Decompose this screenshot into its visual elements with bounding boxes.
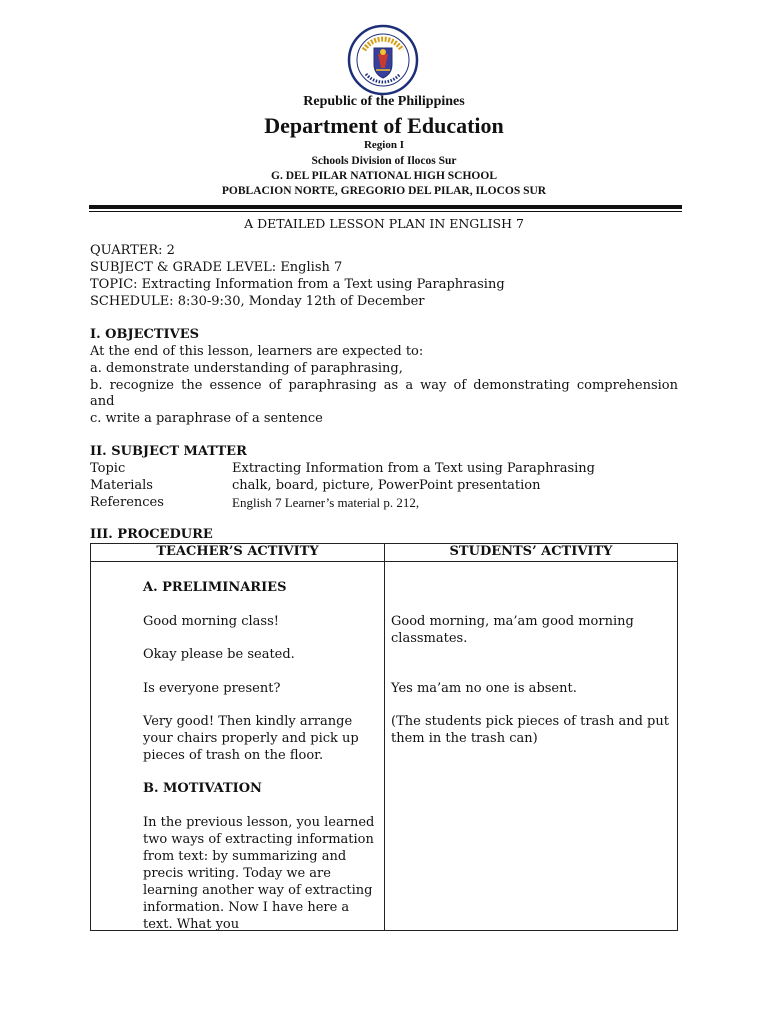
teacher-attendance: Is everyone present? — [143, 681, 281, 696]
deped-seal-icon — [347, 24, 419, 96]
sm-materials-value: chalk, board, picture, PowerPoint presentation — [232, 478, 541, 493]
objective-a: a. demonstrate understanding of paraphrasing, — [90, 361, 403, 376]
subject-matter-heading: II. SUBJECT MATTER — [90, 444, 247, 459]
motivation-heading: B. MOTIVATION — [143, 781, 262, 796]
header-address: POBLACION NORTE, GREGORIO DEL PILAR, ILOCOS SUR — [221, 185, 547, 197]
header-region: Region I — [363, 139, 405, 151]
students-activity-cell — [385, 562, 678, 931]
objectives-intro: At the end of this lesson, learners are expected to: — [90, 344, 424, 359]
sm-topic-label: Topic — [90, 461, 126, 476]
students-column-header: STUDENTS’ ACTIVITY — [385, 544, 678, 562]
procedure-heading: III. PROCEDURE — [90, 527, 213, 542]
students-greeting: Good morning, ma’am good morning classmates. — [391, 614, 634, 646]
teacher-activity-cell — [91, 562, 385, 931]
header-divider-thin — [89, 211, 682, 212]
objective-c: c. write a paraphrase of a sentence — [90, 411, 323, 426]
objectives-heading: I. OBJECTIVES — [90, 327, 199, 342]
topic-line: TOPIC: Extracting Information from a Text using Paraphrasing — [90, 277, 505, 292]
header-divider-thick — [89, 205, 682, 209]
schedule-line: SCHEDULE: 8:30-9:30, Monday 12th of December — [90, 294, 425, 309]
header-division: Schools Division of Ilocos Sur — [311, 155, 457, 167]
header-department: Department of Education — [264, 113, 504, 138]
sm-references-value: English 7 Learner’s material p. 212, — [232, 495, 420, 510]
subject-line: SUBJECT & GRADE LEVEL: English 7 — [90, 260, 343, 275]
plan-title: A DETAILED LESSON PLAN IN ENGLISH 7 — [244, 216, 524, 231]
sm-references-label: References — [90, 495, 164, 510]
procedure-table — [90, 543, 678, 931]
objective-b: b. recognize the essence of paraphrasing as a way of demonstrating comprehension — [90, 378, 678, 393]
students-attendance: Yes ma’am no one is absent. — [391, 681, 577, 696]
sm-topic-value: Extracting Information from a Text using Paraphrasing — [232, 461, 595, 476]
sm-materials-label: Materials — [90, 478, 153, 493]
header-republic: Republic of the Philippines — [303, 94, 465, 109]
students-trash: (The students pick pieces of trash and put them in the trash can) — [391, 714, 669, 746]
teacher-arrange: Very good! Then kindly arrange your chairs properly and pick up pieces of trash on the floor. — [143, 714, 359, 763]
teacher-seated: Okay please be seated. — [143, 647, 295, 662]
teacher-column-header: TEACHER’S ACTIVITY — [91, 544, 385, 562]
header-school: G. DEL PILAR NATIONAL HIGH SCHOOL — [271, 170, 497, 182]
quarter-line: QUARTER: 2 — [90, 243, 175, 258]
teacher-greeting: Good morning class! — [143, 614, 279, 629]
objective-b-cont: and — [90, 394, 115, 409]
preliminaries-heading: A. PRELIMINARIES — [143, 580, 287, 595]
teacher-previous-lesson: In the previous lesson, you learned two ways of extracting information from text: by summarizing and precis writing. Today we are learning another way of extracting information. Now I have here a text. What you — [143, 815, 375, 930]
